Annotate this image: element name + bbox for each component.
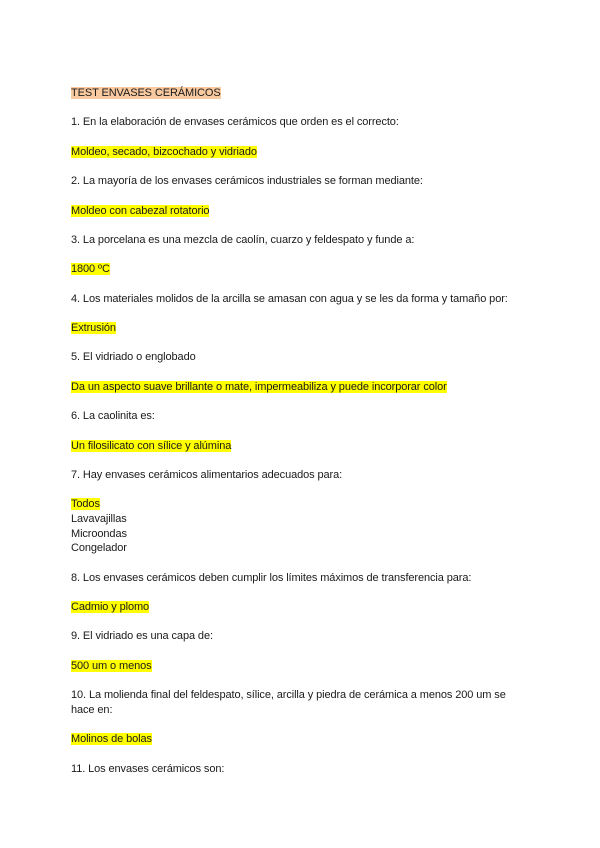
spacer	[71, 159, 531, 174]
question-5: 5. El vidriado o englobado	[71, 351, 196, 364]
answer-8: Cadmio y plomo	[71, 601, 150, 614]
document-title: TEST ENVASES CERÁMICOS	[71, 87, 221, 99]
answer-3-line	[71, 262, 531, 277]
spacer	[71, 130, 531, 145]
spacer	[71, 101, 531, 116]
question-3: 3. La porcelana es una mezcla de caolín, cuarzo y feldespato y funde a:	[71, 233, 415, 246]
spacer	[71, 336, 531, 351]
document-body	[71, 86, 531, 776]
answer-10: Molinos de bolas	[71, 733, 152, 746]
answer-6: Un filosilicato con sílice y alúmina	[71, 439, 232, 452]
answer-7: Todos	[71, 498, 100, 511]
spacer	[71, 674, 531, 689]
answer-4: Extrusión	[71, 322, 116, 334]
spacer	[71, 453, 531, 468]
option-7-congelador: Congelador	[71, 542, 127, 555]
spacer	[71, 747, 531, 762]
spacer	[71, 556, 531, 571]
answer-5: Da un aspecto suave brillante o mate, impermeabiliza y puede incorporar color	[71, 380, 447, 393]
answer-3: 1800 ºC	[71, 263, 110, 276]
spacer	[71, 189, 531, 204]
spacer	[71, 394, 531, 409]
answer-8-line	[71, 600, 531, 615]
spacer	[71, 718, 531, 733]
spacer	[71, 248, 531, 263]
answer-9-line	[71, 659, 531, 674]
question-10: 10. La molienda final del feldespato, sílice, arcilla y piedra de cerámica a menos 200 um se hace en:	[71, 689, 506, 716]
answer-10-line	[71, 732, 531, 747]
answer-2: Moldeo con cabezal rotatorio	[71, 204, 210, 217]
document-title-line	[71, 86, 531, 101]
question-1: 1. En la elaboración de envases cerámicos que orden es el correcto:	[71, 116, 399, 129]
answer-1-line	[71, 145, 531, 160]
spacer	[71, 365, 531, 380]
spacer	[71, 277, 531, 292]
question-2: 2. La mayoría de los envases cerámicos industriales se forman mediante:	[71, 175, 423, 188]
option-7-lavavajillas: Lavavajillas	[71, 512, 127, 525]
question-4: 4. Los materiales molidos de la arcilla se amasan con agua y se les da forma y tamaño por:	[71, 292, 508, 305]
question-9: 9. El vidriado es una capa de:	[71, 630, 213, 643]
spacer	[71, 615, 531, 630]
question-7: 7. Hay envases cerámicos alimentarios adecuados para:	[71, 468, 343, 481]
answer-6-line	[71, 439, 531, 454]
answer-7-line	[71, 497, 531, 512]
spacer	[71, 424, 531, 439]
question-6: 6. La caolinita es:	[71, 410, 155, 423]
spacer	[71, 483, 531, 498]
question-8: 8. Los envases cerámicos deben cumplir los límites máximos de transferencia para:	[71, 571, 472, 584]
answer-2-line	[71, 204, 531, 219]
spacer	[71, 585, 531, 600]
spacer	[71, 218, 531, 233]
option-7-microondas: Microondas	[71, 527, 127, 540]
answer-5-line	[71, 380, 531, 395]
answer-9: 500 um o menos	[71, 659, 152, 672]
answer-1: Moldeo, secado, bizcochado y vidriado	[71, 145, 257, 158]
question-11: 11. Los envases cerámicos son:	[71, 762, 225, 775]
spacer	[71, 644, 531, 659]
spacer	[71, 306, 531, 321]
answer-4-line	[71, 321, 531, 336]
